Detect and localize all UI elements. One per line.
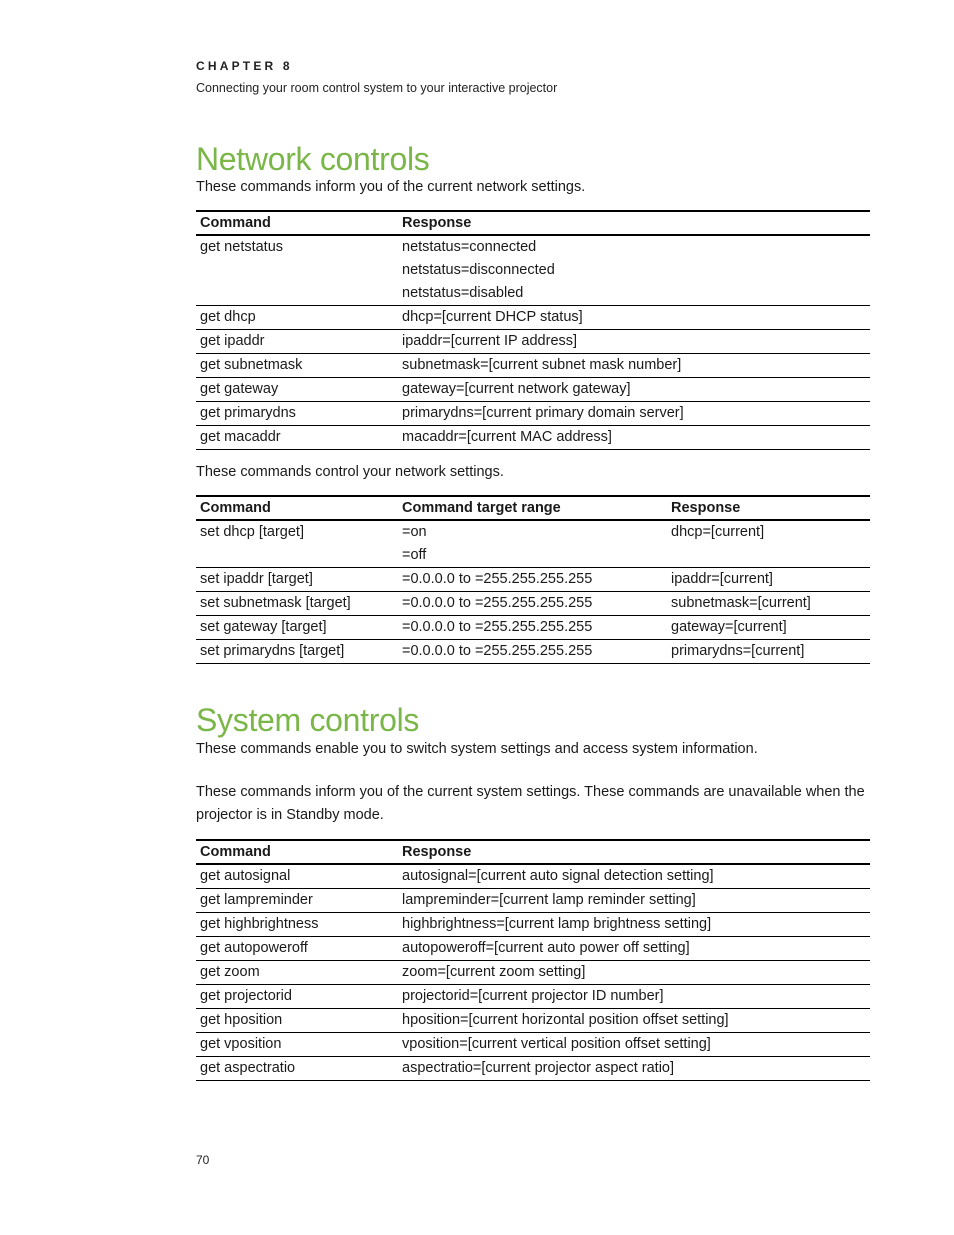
chapter-label: CHAPTER 8: [196, 59, 293, 73]
response-cell: ipaddr=[current]: [667, 568, 870, 592]
table-header-row: [196, 496, 870, 520]
column-header-command: Command: [196, 211, 398, 235]
system-intro: These commands enable you to switch system settings and access system information.: [196, 741, 758, 757]
range-line: =off: [402, 547, 427, 563]
page-number: 70: [196, 1153, 210, 1167]
table-header-row: [196, 211, 870, 235]
table-row: [196, 402, 870, 426]
response-cell: highbrightness=[current lamp brightness setting]: [398, 913, 870, 937]
response-line: netstatus=connected: [402, 239, 537, 255]
command-cell: get macaddr: [196, 426, 398, 450]
response-cell: dhcp=[current DHCP status]: [398, 306, 870, 330]
command-cell: get aspectratio: [196, 1057, 398, 1081]
command-cell: get ipaddr: [196, 330, 398, 354]
table-row: [196, 961, 870, 985]
table-row: [196, 985, 870, 1009]
response-cell: gateway=[current]: [667, 616, 870, 640]
response-cell: primarydns=[current primary domain server]: [398, 402, 870, 426]
command-cell: get dhcp: [196, 306, 398, 330]
system-intro-2: These commands inform you of the current system settings. These commands are unavailable when the projector is in Standby mode.: [196, 784, 865, 823]
table-row: [196, 592, 870, 616]
column-header-command: Command: [196, 496, 398, 520]
command-cell: get primarydns: [196, 402, 398, 426]
network-controls-heading: Network controls: [196, 141, 430, 177]
column-header-target-range: Command target range: [398, 496, 667, 520]
network-intro-2: These commands control your network settings.: [196, 464, 504, 480]
command-cell: get gateway: [196, 378, 398, 402]
response-cell: projectorid=[current projector ID number]: [398, 985, 870, 1009]
response-cell: autosignal=[current auto signal detection setting]: [398, 864, 870, 889]
command-cell: get vposition: [196, 1033, 398, 1057]
column-header-response: Response: [398, 211, 870, 235]
range-cell: =0.0.0.0 to =255.255.255.255: [398, 640, 667, 664]
table-row: [196, 378, 870, 402]
command-cell: get projectorid: [196, 985, 398, 1009]
command-cell: get netstatus: [196, 235, 398, 306]
column-header-response: Response: [398, 840, 870, 864]
response-cell: zoom=[current zoom setting]: [398, 961, 870, 985]
table-row: [196, 913, 870, 937]
response-cell: ipaddr=[current IP address]: [398, 330, 870, 354]
command-cell: set dhcp [target]: [196, 520, 398, 568]
command-cell: set gateway [target]: [196, 616, 398, 640]
table-row: [196, 616, 870, 640]
range-cell: =0.0.0.0 to =255.255.255.255: [398, 616, 667, 640]
command-cell: get subnetmask: [196, 354, 398, 378]
response-cell: subnetmask=[current subnet mask number]: [398, 354, 870, 378]
command-cell: set ipaddr [target]: [196, 568, 398, 592]
table-row: [196, 235, 870, 306]
response-cell: subnetmask=[current]: [667, 592, 870, 616]
response-line: netstatus=disabled: [402, 285, 524, 301]
response-line: netstatus=disconnected: [402, 262, 555, 278]
range-line: =on: [402, 524, 427, 540]
command-cell: get zoom: [196, 961, 398, 985]
network-status-table: [196, 210, 870, 450]
command-cell: get autopoweroff: [196, 937, 398, 961]
column-header-response: Response: [667, 496, 870, 520]
column-header-command: Command: [196, 840, 398, 864]
table-row: [196, 937, 870, 961]
chapter-title: Connecting your room control system to your interactive projector: [196, 81, 558, 95]
table-row: [196, 330, 870, 354]
table-row: [196, 889, 870, 913]
response-cell: lampreminder=[current lamp reminder setting]: [398, 889, 870, 913]
table-row: [196, 864, 870, 889]
response-cell: [398, 235, 870, 306]
command-cell: get hposition: [196, 1009, 398, 1033]
command-cell: set primarydns [target]: [196, 640, 398, 664]
range-cell: =0.0.0.0 to =255.255.255.255: [398, 592, 667, 616]
response-cell: gateway=[current network gateway]: [398, 378, 870, 402]
table-row: [196, 568, 870, 592]
system-controls-heading: System controls: [196, 702, 420, 738]
response-cell: vposition=[current vertical position offset setting]: [398, 1033, 870, 1057]
table-row: [196, 520, 870, 568]
response-cell: macaddr=[current MAC address]: [398, 426, 870, 450]
table-header-row: [196, 840, 870, 864]
command-cell: get autosignal: [196, 864, 398, 889]
response-cell: dhcp=[current]: [667, 520, 870, 568]
network-intro: These commands inform you of the current network settings.: [196, 179, 586, 195]
range-cell: =0.0.0.0 to =255.255.255.255: [398, 568, 667, 592]
command-cell: set subnetmask [target]: [196, 592, 398, 616]
response-cell: primarydns=[current]: [667, 640, 870, 664]
response-cell: hposition=[current horizontal position offset setting]: [398, 1009, 870, 1033]
table-row: [196, 426, 870, 450]
table-row: [196, 1009, 870, 1033]
table-row: [196, 640, 870, 664]
command-cell: get lampreminder: [196, 889, 398, 913]
range-cell: [398, 520, 667, 568]
table-row: [196, 1057, 870, 1081]
table-row: [196, 1033, 870, 1057]
system-settings-table: [196, 839, 870, 1081]
table-row: [196, 354, 870, 378]
response-cell: autopoweroff=[current auto power off setting]: [398, 937, 870, 961]
command-cell: get highbrightness: [196, 913, 398, 937]
table-row: [196, 306, 870, 330]
network-settings-table: [196, 495, 870, 664]
response-cell: aspectratio=[current projector aspect ratio]: [398, 1057, 870, 1081]
